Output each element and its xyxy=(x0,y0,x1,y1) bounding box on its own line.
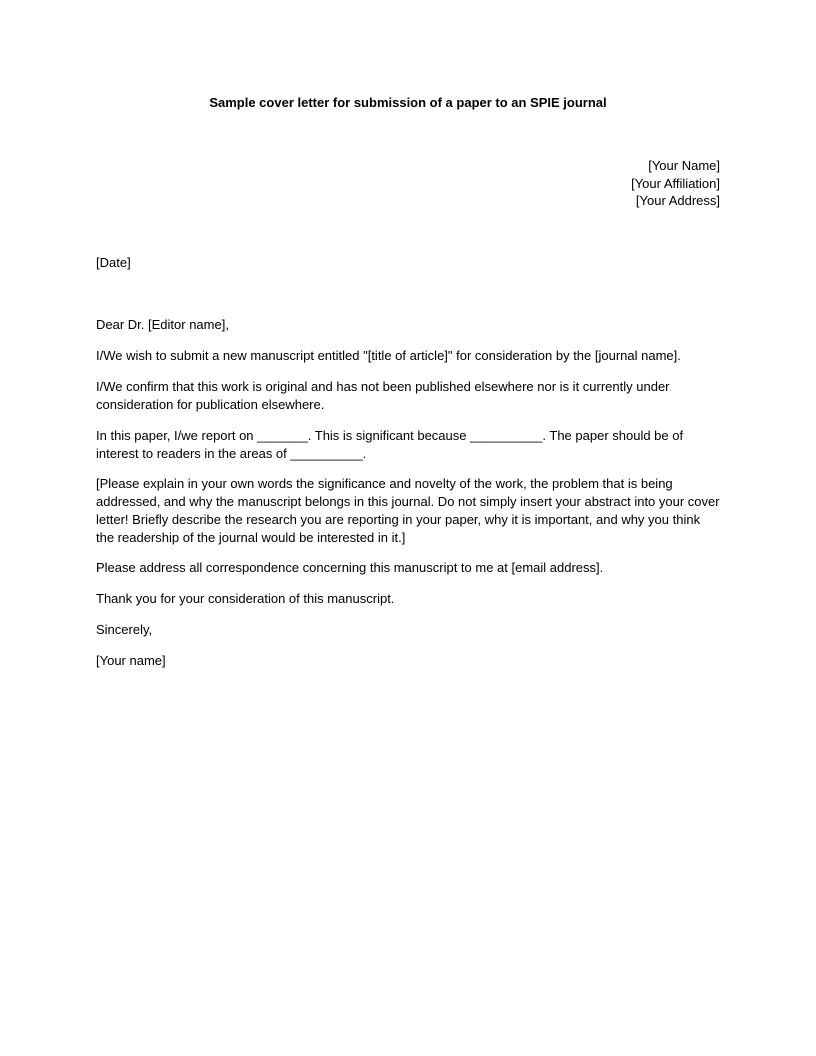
sender-affiliation: [Your Affiliation] xyxy=(631,175,720,191)
sender-name: [Your Name] xyxy=(648,158,720,173)
paragraph-1: I/We wish to submit a new manuscript entitled "[title of article]" for consideration by the [journal name]. xyxy=(96,348,681,363)
paragraph-4: [Please explain in your own words the significance and novelty of the work, the problem that is being addressed, and why the manuscript belongs in this journal. Do not simply insert your abstract into your cover letter! Briefly describe the research you are reporting in your paper, why it is important, and why you think the readership of the journal would be interested in it.] xyxy=(96,476,720,545)
signature: [Your name] xyxy=(96,653,166,668)
sender-address: [Your Address] xyxy=(635,193,720,208)
closing: Sincerely, xyxy=(96,622,153,637)
paragraph-3: In this paper, I/we report on _______. This is significant because __________. The paper should be of interest to readers in the areas of __________. xyxy=(96,428,684,461)
paragraph-2: I/We confirm that this work is original and has not been published elsewhere nor is it currently under consideration for publication elsewhere. xyxy=(96,379,670,412)
paragraph-6: Thank you for your consideration of this manuscript. xyxy=(96,591,395,606)
document-title: Sample cover letter for submission of a paper to an SPIE journal xyxy=(209,95,607,110)
date: [Date] xyxy=(96,255,131,270)
sender-block xyxy=(631,157,720,210)
salutation: Dear Dr. [Editor name], xyxy=(96,317,229,332)
paragraph-5: Please address all correspondence concerning this manuscript to me at [email address]. xyxy=(96,560,604,575)
